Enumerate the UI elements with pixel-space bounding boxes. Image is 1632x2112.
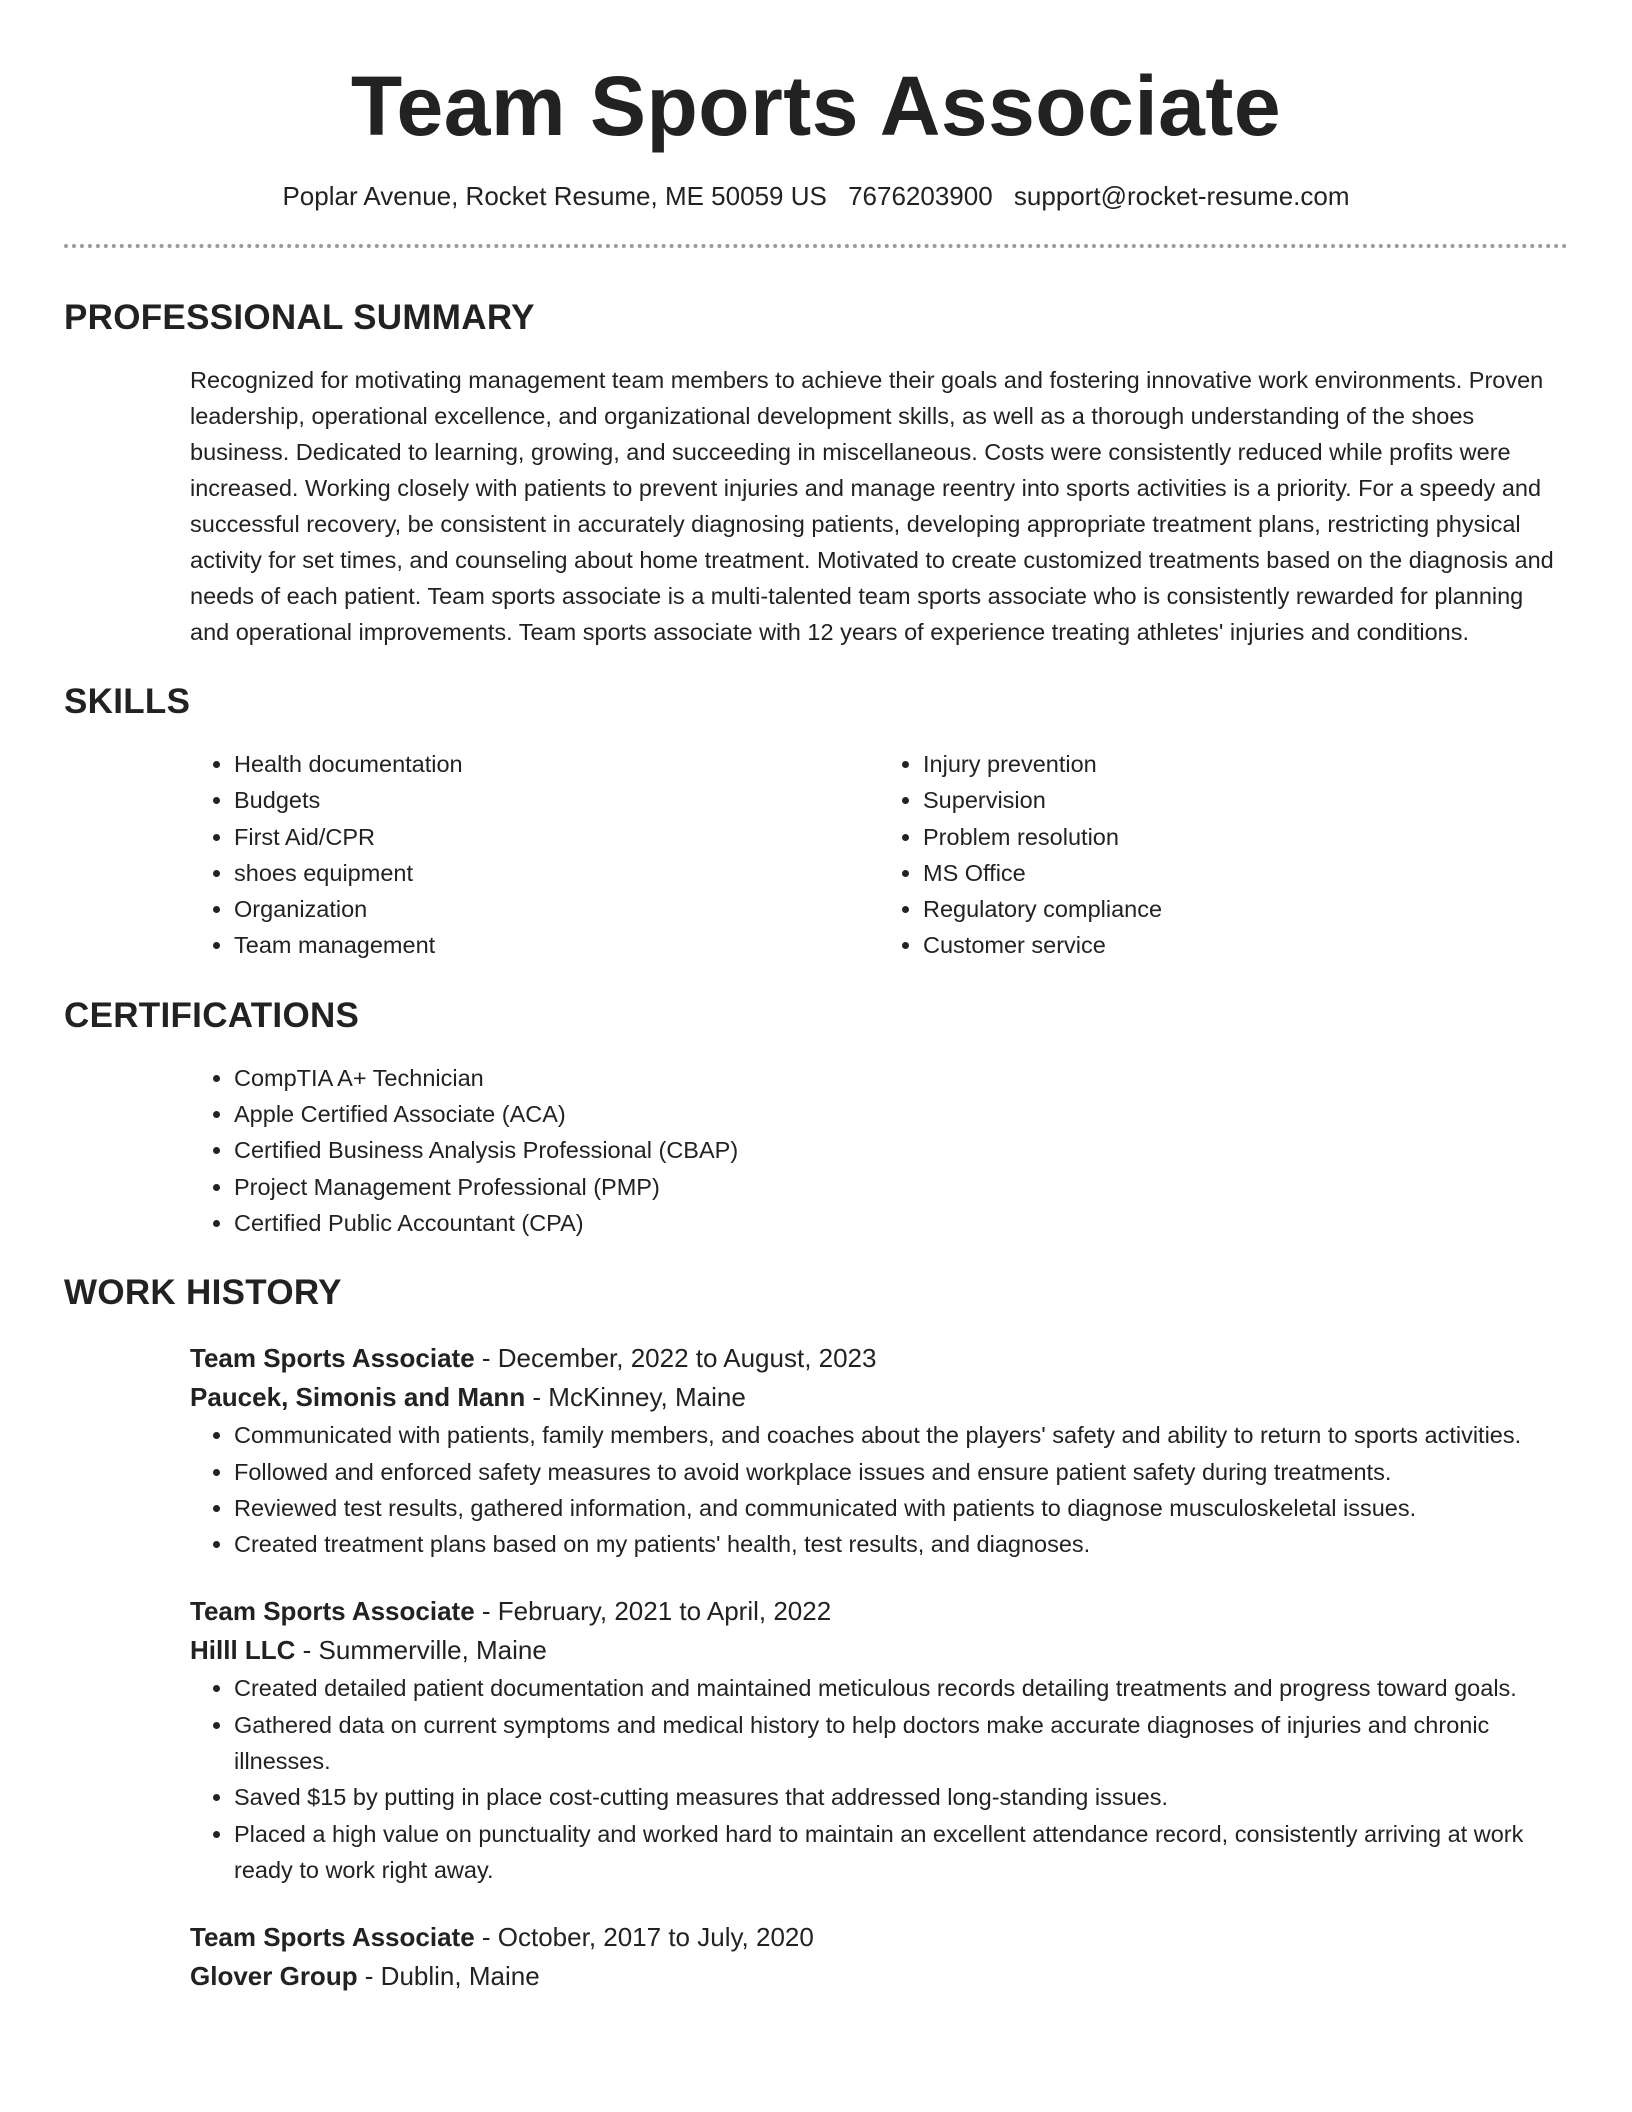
job-bullet: • Reviewed test results, gathered information, and communicated with patients to diagnose musculoskeletal issues. [234,1490,1568,1526]
job-bullet: • Saved $15 by putting in place cost-cutting measures that addressed long-standing issues. [234,1779,1568,1815]
job-company-line [190,1957,1568,1996]
certifications-title: CERTIFICATIONS [64,995,360,1035]
certifications-body [190,1060,1568,1241]
skill-item: • First Aid/CPR [234,819,879,855]
job-role-line [190,1918,1568,1957]
skill-item: • MS Office [923,855,1568,891]
job-company: Hilll LLC [190,1635,296,1666]
skill-item: • Team management [234,927,879,963]
job-location: - McKinney, Maine [525,1382,746,1413]
job-company-line [190,1631,1568,1670]
skill-item: • Organization [234,891,879,927]
job-bullets [190,1670,1568,1888]
job-dates: - October, 2017 to July, 2020 [474,1922,814,1953]
summary-section [64,296,1568,650]
job-location: - Summerville, Maine [295,1635,547,1666]
skill-item: • Health documentation [234,746,879,782]
skill-item: • Supervision [923,782,1568,818]
skills-list-right [879,746,1568,964]
job-role: Team Sports Associate [190,1596,475,1627]
summary-text: Recognized for motivating management team members to achieve their goals and fostering innovative work environments. Proven leadership, operational excellence, and organizational development skills, as well as a thorough understanding of the shoes business. Dedicated to learning, growing, and succeeding in miscellaneous. Costs were consistently reduced while profits were increased. Working closely with patients to prevent injuries and manage reentry into sports activities is a priority. For a speedy and successful recovery, be consistent in accurately diagnosing patients, developing appropriate treatment plans, restricting physical activity for set times, and counseling about home treatment. Motivated to create customized treatments based on the diagnosis and needs of each patient. Team sports associate is a multi-talented team sports associate who is consistently rewarded for planning and operational improvements. Team sports associate with 12 years of experience treating athletes' injuries and conditions. [190,367,1554,645]
job-entry [190,1592,1568,1888]
summary-title: PROFESSIONAL SUMMARY [64,298,535,337]
job-dates: - February, 2021 to April, 2022 [474,1596,832,1627]
work-section [64,1271,1568,1996]
contact-address: Poplar Avenue, Rocket Resume, ME 50059 US [282,181,827,211]
job-bullet: • Communicated with patients, family members, and coaches about the players' safety and ability to return to sports activities. [234,1417,1568,1453]
job-bullet: • Created treatment plans based on my patients' health, test results, and diagnoses. [234,1526,1568,1562]
job-company: Glover Group [190,1961,358,1992]
job-bullets [190,1417,1568,1562]
contact-email: support@rocket-resume.com [1013,181,1350,211]
certification-item: • Certified Public Accountant (CPA) [234,1205,1568,1241]
job-role-line [190,1592,1568,1631]
skill-item: • Injury prevention [923,746,1568,782]
skill-item: • Budgets [234,782,879,818]
job-entry [190,1339,1568,1562]
job-dates: - December, 2022 to August, 2023 [474,1343,877,1374]
job-role: Team Sports Associate [190,1922,475,1953]
job-company: Paucek, Simonis and Mann [190,1382,526,1413]
work-title: WORK HISTORY [64,1273,342,1313]
job-bullet: • Created detailed patient documentation and maintained meticulous records detailing treatments and progress toward goals. [234,1670,1568,1706]
contact-line [64,178,1568,214]
certifications-list [190,1060,1568,1241]
skill-item: • Problem resolution [923,819,1568,855]
skill-item: • shoes equipment [234,855,879,891]
skills-list-left [190,746,879,964]
certification-item: • Project Management Professional (PMP) [234,1169,1568,1205]
skills-title: SKILLS [64,682,191,721]
certifications-section [64,994,1568,1241]
certification-item: • Certified Business Analysis Professional (CBAP) [234,1132,1568,1168]
job-entry [190,1918,1568,1996]
certification-item: • Apple Certified Associate (ACA) [234,1096,1568,1132]
job-role: Team Sports Associate [190,1343,475,1374]
skill-item: • Customer service [923,927,1568,963]
job-bullet: • Followed and enforced safety measures to avoid workplace issues and ensure patient safety during treatments. [234,1454,1568,1490]
job-bullet: • Placed a high value on punctuality and worked hard to maintain an excellent attendance record, consistently arriving at work ready to work right away. [234,1816,1568,1889]
job-company-line [190,1378,1568,1417]
certification-item: • CompTIA A+ Technician [234,1060,1568,1096]
resume-name: Team Sports Associate [350,59,1282,153]
resume-page [64,0,1568,1996]
job-location: - Dublin, Maine [357,1961,540,1992]
skill-item: • Regulatory compliance [923,891,1568,927]
job-role-line [190,1339,1568,1378]
skills-columns [190,746,1568,964]
job-bullet: • Gathered data on current symptoms and medical history to help doctors make accurate diagnoses of injuries and chronic illnesses. [234,1707,1568,1780]
contact-phone: 7676203900 [848,181,993,211]
skills-section [64,680,1568,964]
header-divider [64,244,1568,248]
